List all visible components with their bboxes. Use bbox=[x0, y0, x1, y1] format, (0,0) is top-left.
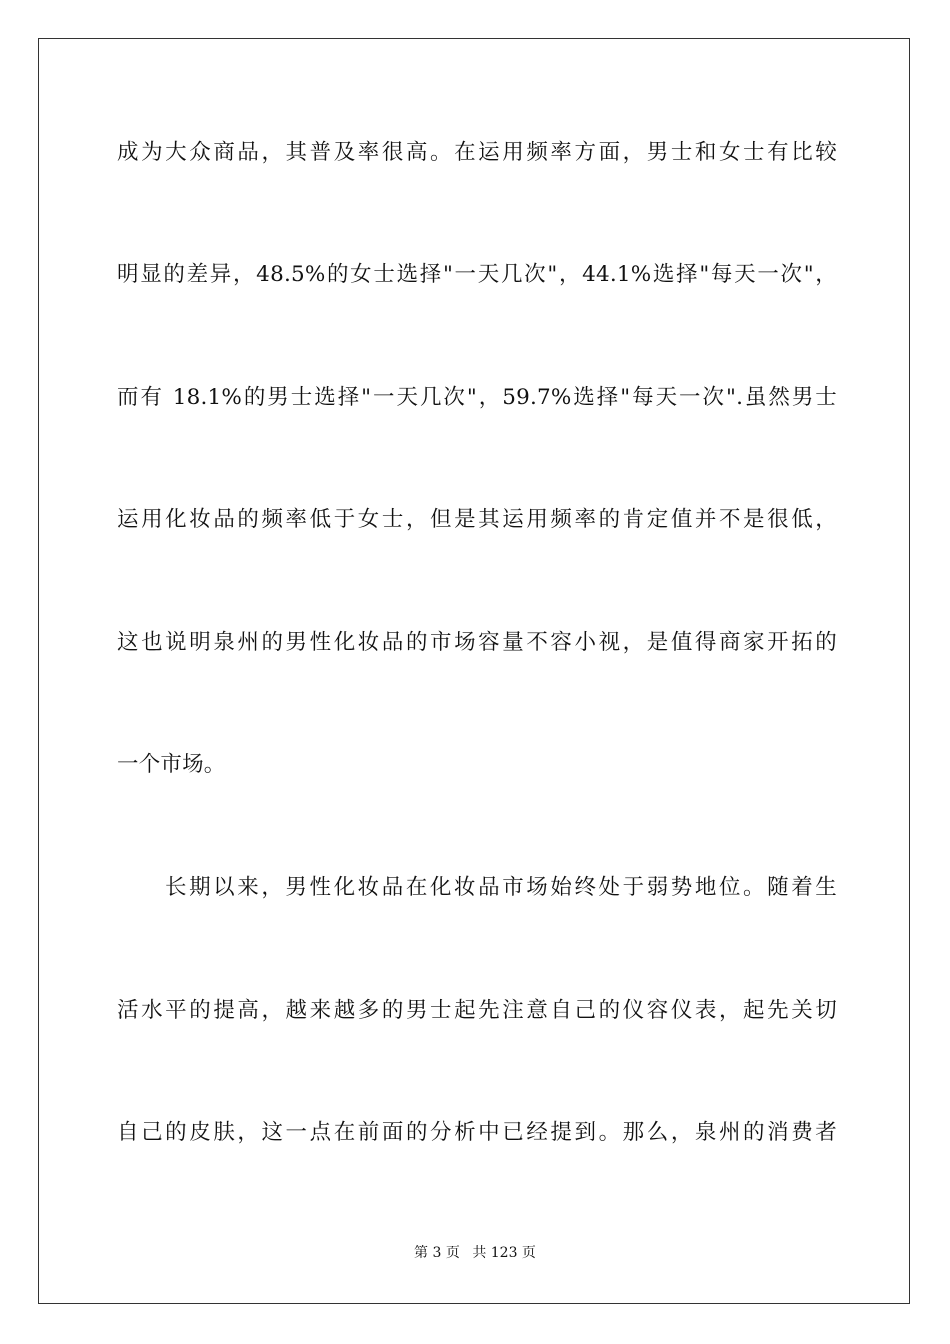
current-page-label: 第 3 页 bbox=[414, 1245, 460, 1261]
total-pages-label: 共 123 页 bbox=[472, 1245, 536, 1261]
paragraph-line-2: 明显的差异，48.5%的女士选择"一天几次"，44.1%选择"每天一次"， bbox=[117, 262, 837, 287]
paragraph-line-5: 这也说明泉州的男性化妆品的市场容量不容小视，是值得商家开拓的 bbox=[117, 630, 837, 655]
paragraph-line-9: 自己的皮肤，这一点在前面的分析中已经提到。那么，泉州的消费者 bbox=[117, 1120, 837, 1145]
paragraph-line-8: 活水平的提高，越来越多的男士起先注意自己的仪容仪表，起先关切 bbox=[117, 998, 837, 1023]
paragraph-line-6: 一个市场。 bbox=[117, 752, 226, 777]
paragraph-line-4: 运用化妆品的频率低于女士，但是其运用频率的肯定值并不是很低， bbox=[117, 507, 837, 532]
page-footer bbox=[0, 1244, 950, 1262]
page-border bbox=[38, 38, 910, 1304]
paragraph-line-3: 而有 18.1%的男士选择"一天几次"，59.7%选择"每天一次".虽然男士 bbox=[117, 385, 837, 410]
paragraph-line-1: 成为大众商品，其普及率很高。在运用频率方面，男士和女士有比较 bbox=[117, 140, 837, 165]
paragraph-line-7: 长期以来，男性化妆品在化妆品市场始终处于弱势地位。随着生 bbox=[165, 875, 837, 900]
